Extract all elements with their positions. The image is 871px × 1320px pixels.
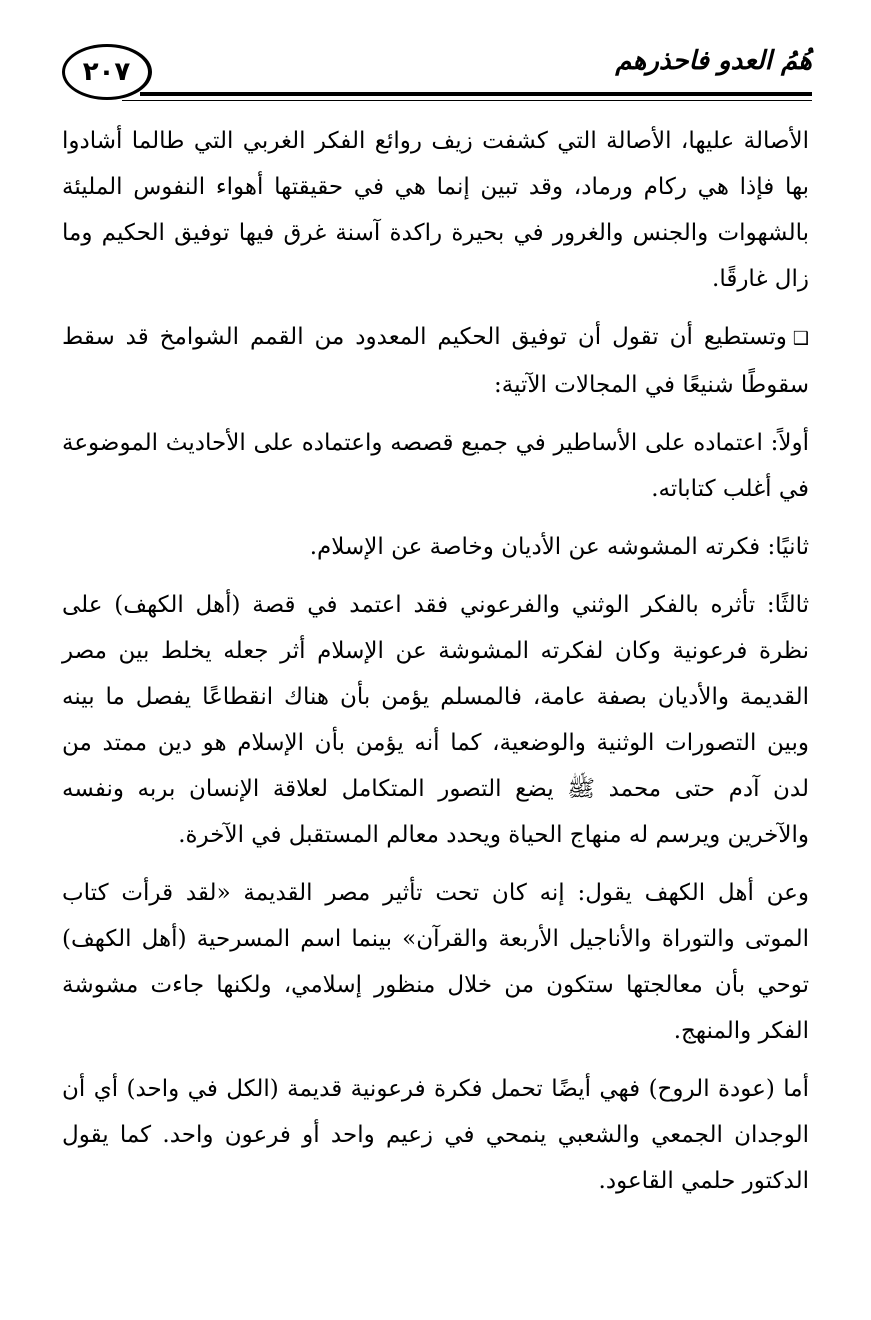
paragraph-7: أما (عودة الروح) فهي أيضًا تحمل فكرة فرعونية قديمة (الكل في واحد) أي أن الوجدان الجمعي والشعبي ينمحي في زعيم واحد أو فرعون واحد. كما يقول الدكتور حلمي القاعود.: [62, 1076, 809, 1194]
paragraph-2-text: وتستطيع أن تقول أن توفيق الحكيم المعدود من القمم الشوامخ قد سقط سقوطًا شنيعًا في المجالات الآتية:: [62, 324, 809, 398]
header-rule: [140, 92, 812, 96]
paragraph-3: أولاً: اعتماده على الأساطير في جميع قصصه واعتماده على الأحاديث الموضوعة في أغلب كتاباته.: [62, 430, 809, 502]
paragraph-6: وعن أهل الكهف يقول: إنه كان تحت تأثير مصر القديمة «لقد قرأت كتاب الموتى والتوراة والأناجيل الأربعة والقرآن» بينما اسم المسرحية (أهل الكهف) توحي بأن معالجتها ستكون من خلال منظور إسلامي، ولكنها جاءت مشوشة الفكر والمنهج.: [62, 880, 809, 1044]
paragraph-1: الأصالة عليها، الأصالة التي كشفت زيف روائع الفكر الغربي التي طالما أشادوا بها فإذا هي ركام ورماد، وقد تبين إنما هي في حقيقتها أهواء النفوس المليئة بالشهوات والجنس والغرور في بحيرة راكدة آسنة غرق فيها توفيق الحكيم وما زال غارقًا.: [62, 128, 809, 292]
paragraph-5: ثالثًا: تأثره بالفكر الوثني والفرعوني فقد اعتمد في قصة (أهل الكهف) على نظرة فرعونية وكان لفكرته المشوشة عن الإسلام أثر جعله يخلط بين مصر القديمة والأديان بصفة عامة، فالمسلم يؤمن بأن هناك انقطاعًا يفصل ما بينه وبين التصورات الوثنية والوضعية، كما أنه يؤمن بأن الإسلام هو دين ممتد من لدن آدم حتى محمد ﷺ يضع التصور المتكامل لعلاقة الإنسان بربه ونفسه والآخرين ويرسم له منهاج الحياة ويحدد معالم المستقبل في الآخرة.: [62, 592, 809, 848]
page-header: [62, 40, 812, 110]
header-rule-thin: [122, 100, 812, 101]
paragraph-4: ثانيًا: فكرته المشوشه عن الأديان وخاصة عن الإسلام.: [309, 534, 809, 560]
square-bullet-icon: ❑: [792, 328, 809, 349]
paragraph-2: [62, 314, 809, 408]
page-number: ٢٠٧: [62, 44, 152, 100]
page-body: [62, 118, 809, 1216]
running-title: هُمُ العدو فاحذرهم: [615, 46, 812, 76]
